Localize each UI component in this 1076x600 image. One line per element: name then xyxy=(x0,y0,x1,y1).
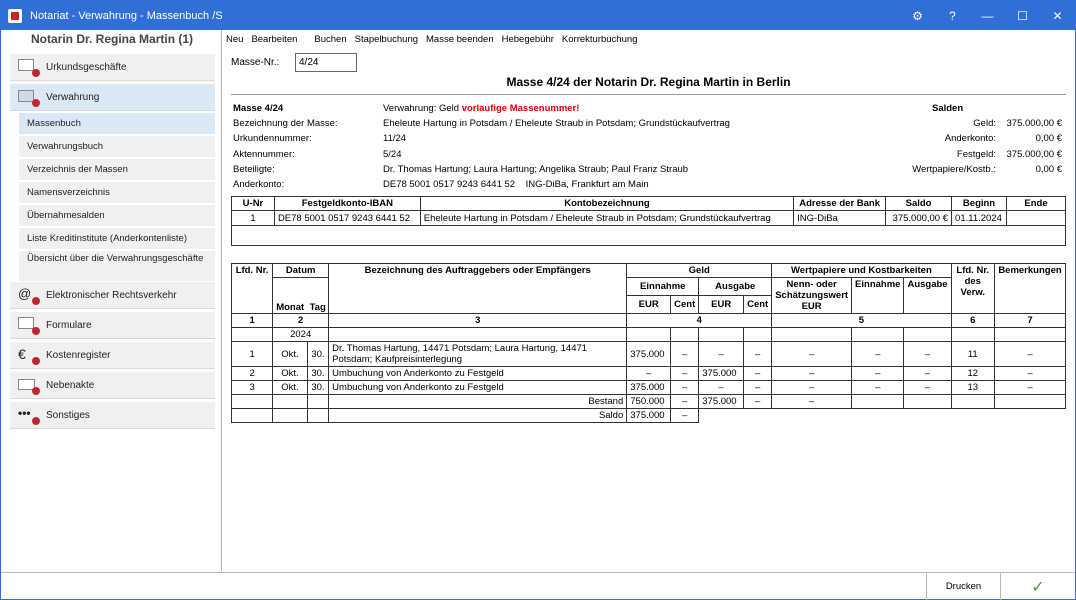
menu-bearbeiten[interactable]: Bearbeiten xyxy=(251,34,298,45)
subitem-liste-kreditinstitute[interactable]: Liste Kreditinstitute (Anderkontenliste) xyxy=(19,228,215,249)
cell: Okt. xyxy=(273,342,308,367)
bestand-row xyxy=(232,395,1066,409)
cell: 375.000 xyxy=(699,367,744,381)
cell: – xyxy=(852,367,904,381)
salden-value-geld: 375.000,00 € xyxy=(1006,118,1062,129)
col-header-bezeichnung: Bezeichnung des Auftraggebers oder Empfängers xyxy=(329,264,627,314)
col-header: Adresse der Bank xyxy=(794,197,886,211)
cell: 375.000 xyxy=(627,342,671,367)
cell: 30. xyxy=(307,342,328,367)
table-row[interactable] xyxy=(232,342,1066,367)
info-label: Anderkonto: xyxy=(233,179,285,190)
sidebar-item-label: Urkundsgeschäfte xyxy=(46,61,127,73)
provisional-warning: vorlaufige Massenummer! xyxy=(461,103,580,114)
table-row[interactable] xyxy=(232,211,1066,226)
subitem-uebernahmesalden[interactable]: Übernahmesalden xyxy=(19,205,215,226)
cell: – xyxy=(852,381,904,395)
masse-nr-label: Masse-Nr.: xyxy=(231,57,280,68)
cell: 30. xyxy=(307,367,328,381)
cell xyxy=(1007,211,1066,226)
sidebar-item-label: Kostenregister xyxy=(46,349,111,361)
salden-value-wertpapiere: 0,00 € xyxy=(1035,164,1062,175)
form-icon xyxy=(18,317,40,333)
table-row[interactable] xyxy=(232,381,1066,395)
ok-button[interactable]: ✓ xyxy=(1000,573,1075,600)
cell: – xyxy=(671,342,699,367)
euro-icon: € xyxy=(18,347,40,363)
cell: – xyxy=(744,381,772,395)
sidebar-item-label: Elektronischer Rechtsverkehr xyxy=(46,289,177,301)
cell: ING-DiBa xyxy=(794,211,886,226)
info-label: Bezeichnung der Masse: xyxy=(233,118,338,129)
sidebar-item-label: Nebenakte xyxy=(46,379,95,391)
cell: 1 xyxy=(232,211,275,226)
cell: – xyxy=(744,395,772,409)
close-button[interactable]: ✕ xyxy=(1052,8,1063,23)
sidebar-item-verwahrung[interactable] xyxy=(10,84,215,111)
sidebar-item-formulare[interactable] xyxy=(10,312,215,339)
cell: Umbuchung von Anderkonto zu Festgeld xyxy=(329,381,627,395)
cell: 375.000 xyxy=(699,395,744,409)
col-header-lfd-verw: Lfd. Nr. des Verw. xyxy=(951,264,994,314)
col-header: Festgeldkonto-IBAN xyxy=(274,197,420,211)
sidebar xyxy=(1,30,222,571)
salden-label: Salden xyxy=(932,103,964,114)
cell: 3 xyxy=(232,381,273,395)
print-button[interactable]: Drucken xyxy=(926,573,1000,600)
col-header-wp-einnahme: Einnahme xyxy=(852,278,904,314)
sidebar-item-label: Verwahrung xyxy=(46,91,100,103)
sidebar-title: Notarin Dr. Regina Martin (1) xyxy=(31,32,194,46)
cell: – xyxy=(671,367,699,381)
col-header-tag: Tag xyxy=(309,302,326,313)
col-number: 4 xyxy=(627,314,772,328)
at-icon: @ xyxy=(18,287,40,303)
table-row-empty xyxy=(232,226,1066,246)
col-header-geld: Geld xyxy=(627,264,772,278)
menu-buchen[interactable]: Buchen xyxy=(314,34,347,45)
divider xyxy=(231,94,1066,95)
menu-masse-beenden[interactable]: Masse beenden xyxy=(426,34,494,45)
cell: – xyxy=(699,342,744,367)
col-header-eur: EUR xyxy=(627,296,671,314)
masse-nr-input[interactable] xyxy=(295,53,357,72)
table-row[interactable] xyxy=(232,367,1066,381)
card-icon xyxy=(18,89,40,105)
col-header-cent: Cent xyxy=(671,296,699,314)
cell: – xyxy=(671,409,699,423)
col-number: 1 xyxy=(232,314,273,328)
info-value: 11/24 xyxy=(383,133,407,144)
col-header-bemerkungen: Bemerkungen xyxy=(994,264,1065,314)
cell: – xyxy=(627,367,671,381)
sidebar-item-sonstiges[interactable] xyxy=(10,402,215,429)
col-header: Beginn xyxy=(952,197,1007,211)
minimize-button[interactable]: — xyxy=(981,8,994,23)
subitem-namensverzeichnis[interactable]: Namensverzeichnis xyxy=(19,182,215,203)
cell: 375.000,00 € xyxy=(886,211,952,226)
col-number: 3 xyxy=(329,314,627,328)
cell: 01.11.2024 xyxy=(952,211,1007,226)
col-header-cent: Cent xyxy=(744,296,772,314)
dots-icon: ••• xyxy=(18,407,40,423)
info-label: Urkundennummer: xyxy=(233,133,312,144)
cell: – xyxy=(994,342,1065,367)
cell: 12 xyxy=(951,367,994,381)
cell: 375.000 xyxy=(627,409,671,423)
info-value: Dr. Thomas Hartung; Laura Hartung; Angelika Straub; Paul Franz Straub xyxy=(383,164,689,175)
subitem-verzeichnis-der-massen[interactable]: Verzeichnis der Massen xyxy=(19,159,215,180)
ledger-table xyxy=(231,263,1066,423)
info-value: 5/24 xyxy=(383,149,402,160)
cell: – xyxy=(904,342,951,367)
sidebar-item-urkundsgeschaefte[interactable] xyxy=(10,54,215,81)
col-header: Saldo xyxy=(886,197,952,211)
sidebar-item-label: Sonstiges xyxy=(46,409,90,421)
cell: – xyxy=(904,367,951,381)
col-header-datum: Datum xyxy=(273,264,329,278)
col-header-nennwert: Nenn- oder Schätzungswert EUR xyxy=(772,278,852,314)
cell: Umbuchung von Anderkonto zu Festgeld xyxy=(329,367,627,381)
subitem-massenbuch[interactable]: Massenbuch xyxy=(19,113,215,134)
title-bar xyxy=(1,1,1075,30)
menu-hebegebuehr[interactable]: Hebegebühr xyxy=(501,34,554,45)
festgeld-table xyxy=(231,196,1066,246)
verwahrung-type: Verwahrung: Geld vorlaufige Massenummer! xyxy=(383,103,580,114)
cell: – xyxy=(852,342,904,367)
cell: – xyxy=(772,342,852,367)
document-icon xyxy=(18,59,40,75)
cell: Okt. xyxy=(273,367,308,381)
salden-label-geld: Geld: xyxy=(973,118,996,129)
cell: – xyxy=(744,367,772,381)
sidebar-item-kostenregister[interactable] xyxy=(10,342,215,369)
menu-stapelbuchung[interactable]: Stapelbuchung xyxy=(354,34,419,45)
sidebar-item-elektronischer-rechtsverkehr[interactable] xyxy=(10,282,215,309)
salden-value-anderkonto: 0,00 € xyxy=(1035,133,1062,144)
settings-icon[interactable]: ⚙ xyxy=(912,8,923,23)
col-header: Kontobezeichnung xyxy=(420,197,793,211)
cell: – xyxy=(772,395,852,409)
cell: Okt. xyxy=(273,381,308,395)
cell: – xyxy=(904,381,951,395)
year-cell: 2024 xyxy=(273,328,329,342)
subitem-uebersicht-verwahrungsgeschaefte[interactable]: Übersicht über die Verwahrungsgeschäfte xyxy=(19,251,215,281)
footer-bar xyxy=(1,572,1075,599)
page-title: Masse 4/24 der Notarin Dr. Regina Martin in Berlin xyxy=(506,75,791,89)
cell: – xyxy=(744,342,772,367)
masse-label: Masse 4/24 xyxy=(233,103,284,114)
col-header-wertpapiere: Wertpapiere und Kostbarkeiten xyxy=(772,264,951,278)
salden-label-anderkonto: Anderkonto: xyxy=(944,133,996,144)
menu-bar xyxy=(226,34,645,45)
col-header-einnahme: Einnahme xyxy=(627,278,699,296)
info-value: Eheleute Hartung in Potsdam / Eheleute Straub in Potsdam; Grundstückaufvertrag xyxy=(383,118,730,129)
col-header: Ende xyxy=(1007,197,1066,211)
col-header-ausgabe: Ausgabe xyxy=(699,278,772,296)
cell: – xyxy=(994,367,1065,381)
app-logo-icon xyxy=(8,9,22,23)
menu-korrekturbuchung[interactable]: Korrekturbuchung xyxy=(561,34,638,45)
cell: Dr. Thomas Hartung, 14471 Potsdam; Laura Hartung, 14471 Potsdam; Kaufpreisinterlegung xyxy=(329,342,627,367)
col-number: 5 xyxy=(772,314,951,328)
folder-icon xyxy=(18,377,40,393)
help-button[interactable]: ? xyxy=(949,8,956,23)
salden-value-festgeld: 375.000,00 € xyxy=(1006,149,1062,160)
subitem-verwahrungsbuch[interactable]: Verwahrungsbuch xyxy=(19,136,215,157)
col-header-eur: EUR xyxy=(699,296,744,314)
bestand-label: Bestand xyxy=(329,395,627,409)
cell: 13 xyxy=(951,381,994,395)
col-header-wp-ausgabe: Ausgabe xyxy=(904,278,951,314)
cell: – xyxy=(994,381,1065,395)
sidebar-item-nebenakte[interactable] xyxy=(10,372,215,399)
cell: Eheleute Hartung in Potsdam / Eheleute Straub in Potsdam; Grundstückaufvertrag xyxy=(420,211,793,226)
info-label: Beteiligte: xyxy=(233,164,275,175)
cell: 30. xyxy=(307,381,328,395)
col-number: 7 xyxy=(994,314,1065,328)
saldo-row xyxy=(232,409,1066,423)
cell: 11 xyxy=(951,342,994,367)
maximize-button[interactable]: ☐ xyxy=(1017,8,1028,23)
col-number: 6 xyxy=(951,314,994,328)
col-header-lfd: Lfd. Nr. xyxy=(232,264,273,314)
cell: – xyxy=(772,381,852,395)
cell: DE78 5001 0517 9243 6441 52 xyxy=(274,211,420,226)
cell: 375.000 xyxy=(627,381,671,395)
cell: 2 xyxy=(232,367,273,381)
col-header-monat: Monat xyxy=(276,302,305,313)
window-title: Notariat - Verwahrung - Massenbuch /S xyxy=(30,9,223,22)
masse-info xyxy=(231,103,1066,196)
saldo-label: Saldo xyxy=(329,409,627,423)
salden-label-festgeld: Festgeld: xyxy=(956,149,996,160)
cell: – xyxy=(671,395,699,409)
col-number: 2 xyxy=(273,314,329,328)
cell: 750.000 xyxy=(627,395,671,409)
cell: – xyxy=(671,381,699,395)
sidebar-item-label: Formulare xyxy=(46,319,92,331)
cell: 1 xyxy=(232,342,273,367)
salden-label-wertpapiere: Wertpapiere/Kostb.: xyxy=(912,164,996,175)
cell: – xyxy=(699,381,744,395)
cell: – xyxy=(772,367,852,381)
menu-neu[interactable]: Neu xyxy=(226,34,244,45)
info-label: Aktennummer: xyxy=(233,149,295,160)
col-header: U-Nr xyxy=(232,197,275,211)
info-value: DE78 5001 0517 9243 6441 52 ING-DiBa, Frankfurt am Main xyxy=(383,179,649,190)
